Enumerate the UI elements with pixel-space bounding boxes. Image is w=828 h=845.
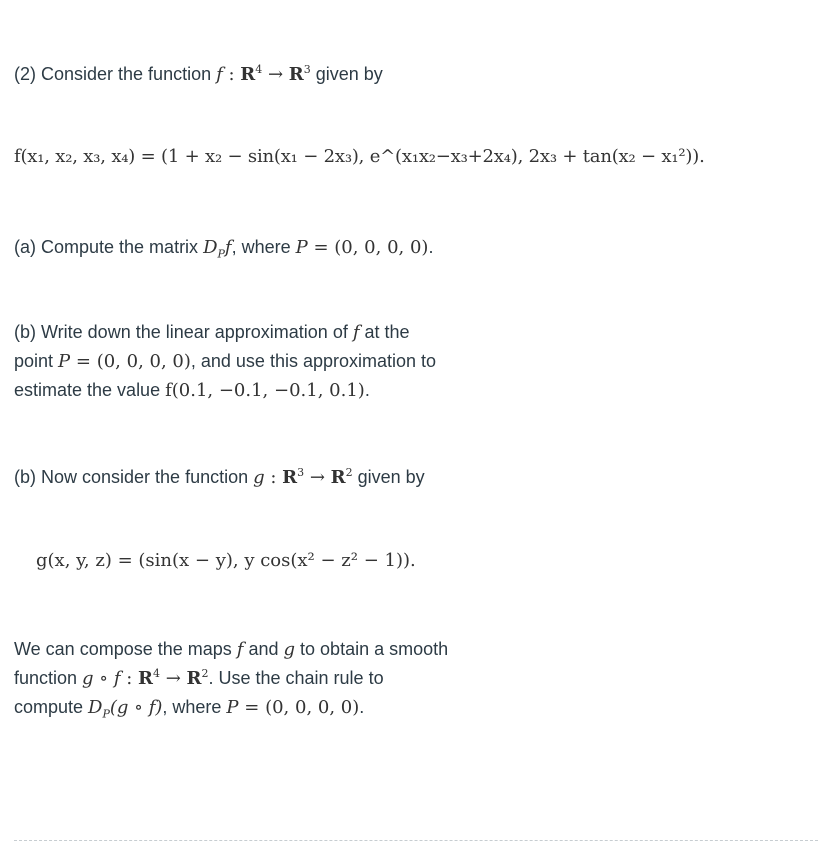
compose-section	[14, 635, 814, 722]
domain-exponent: 4	[255, 63, 263, 76]
composition-paren: (g ∘ f)	[109, 697, 163, 718]
point-P: P	[226, 697, 239, 718]
f-equation-text: f(x₁, x₂, x₃, x₄) = (1 + x₂ − sin(x₁ − 2x₃), e^(x₁x₂−x₃+2x₄), 2x₃ + tan(x₂ − x₁²)).	[14, 146, 705, 167]
part-b-text-1: (b) Write down the linear approximation of	[14, 322, 353, 342]
compose-text-2: function	[14, 668, 83, 688]
arrow: →	[262, 64, 289, 85]
f-symbol: f	[236, 639, 244, 660]
compose-text-3: compute	[14, 697, 89, 717]
codomain-R: R	[186, 668, 202, 689]
colon: :	[120, 668, 139, 689]
f-equation	[14, 146, 814, 167]
part-b	[14, 318, 814, 405]
g-equation-text: g(x, y, z) = (sin(x − y), y cos(x² − z² − 1)).	[36, 550, 416, 571]
part-b-tail-2: , and use this approximation to	[190, 351, 437, 371]
compose-line-1	[14, 635, 814, 664]
g-equation	[36, 550, 828, 571]
domain-R: R	[240, 64, 256, 85]
part-b-tail-1: at the	[359, 322, 410, 342]
part-b-text-2: point	[14, 351, 59, 371]
domain-R: R	[138, 668, 153, 689]
part-a-where: , where	[231, 237, 296, 257]
intro-text: (2) Consider the function	[14, 64, 217, 84]
f-symbol: f	[224, 237, 232, 258]
domain-exponent: 3	[297, 466, 305, 479]
part-a	[14, 233, 814, 262]
domain-R: R	[282, 467, 298, 488]
point-P: P	[58, 351, 71, 372]
domain-exponent: 4	[152, 667, 160, 680]
codomain-R: R	[330, 467, 346, 488]
part-b-line-2	[14, 347, 814, 376]
arrow: →	[159, 668, 187, 689]
arrow: →	[304, 467, 331, 488]
point-value: = (0, 0, 0, 0)	[70, 351, 191, 372]
where-text: , where	[162, 697, 227, 717]
codomain-R: R	[288, 64, 304, 85]
point-value: = (0, 0, 0, 0)	[238, 697, 360, 718]
compose-line-2	[14, 664, 814, 693]
compose-tail-2: . Use the chain rule to	[208, 668, 384, 688]
period: .	[364, 380, 370, 400]
part-b2-text: (b) Now consider the function	[14, 467, 254, 487]
point-P: P	[295, 237, 308, 258]
g-symbol: g	[283, 639, 296, 660]
composition-symbol: g ∘ f	[82, 668, 121, 689]
derivative-D: D	[88, 697, 103, 718]
compose-tail-1: to obtain a smooth	[295, 639, 449, 659]
intro-suffix: given by	[310, 64, 383, 84]
bottom-divider	[14, 840, 818, 841]
period: .	[359, 697, 365, 717]
colon: :	[222, 64, 241, 85]
part-b2	[14, 463, 814, 492]
colon: :	[264, 467, 283, 488]
part-b-text-3: estimate the value	[14, 380, 166, 400]
part-a-text: (a) Compute the matrix	[14, 237, 204, 257]
problem-intro	[14, 60, 814, 89]
f-symbol: f	[216, 64, 223, 85]
part-b2-suffix: given by	[352, 467, 425, 487]
estimate-value: f(0.1, −0.1, −0.1, 0.1)	[165, 380, 365, 401]
codomain-exponent: 3	[303, 63, 311, 76]
and-text: and	[243, 639, 284, 659]
derivative-subscript: P	[102, 707, 110, 721]
point-value: = (0, 0, 0, 0)	[307, 237, 429, 258]
period: .	[428, 237, 434, 257]
g-symbol: g	[253, 467, 265, 488]
codomain-exponent: 2	[345, 466, 353, 479]
part-b-line-1	[14, 318, 814, 347]
derivative-D: D	[203, 237, 218, 258]
f-symbol: f	[352, 322, 360, 343]
part-b-line-3	[14, 376, 814, 405]
derivative-subscript: P	[217, 247, 225, 261]
compose-line-3	[14, 693, 814, 722]
codomain-exponent: 2	[201, 667, 209, 680]
compose-text-1: We can compose the maps	[14, 639, 237, 659]
